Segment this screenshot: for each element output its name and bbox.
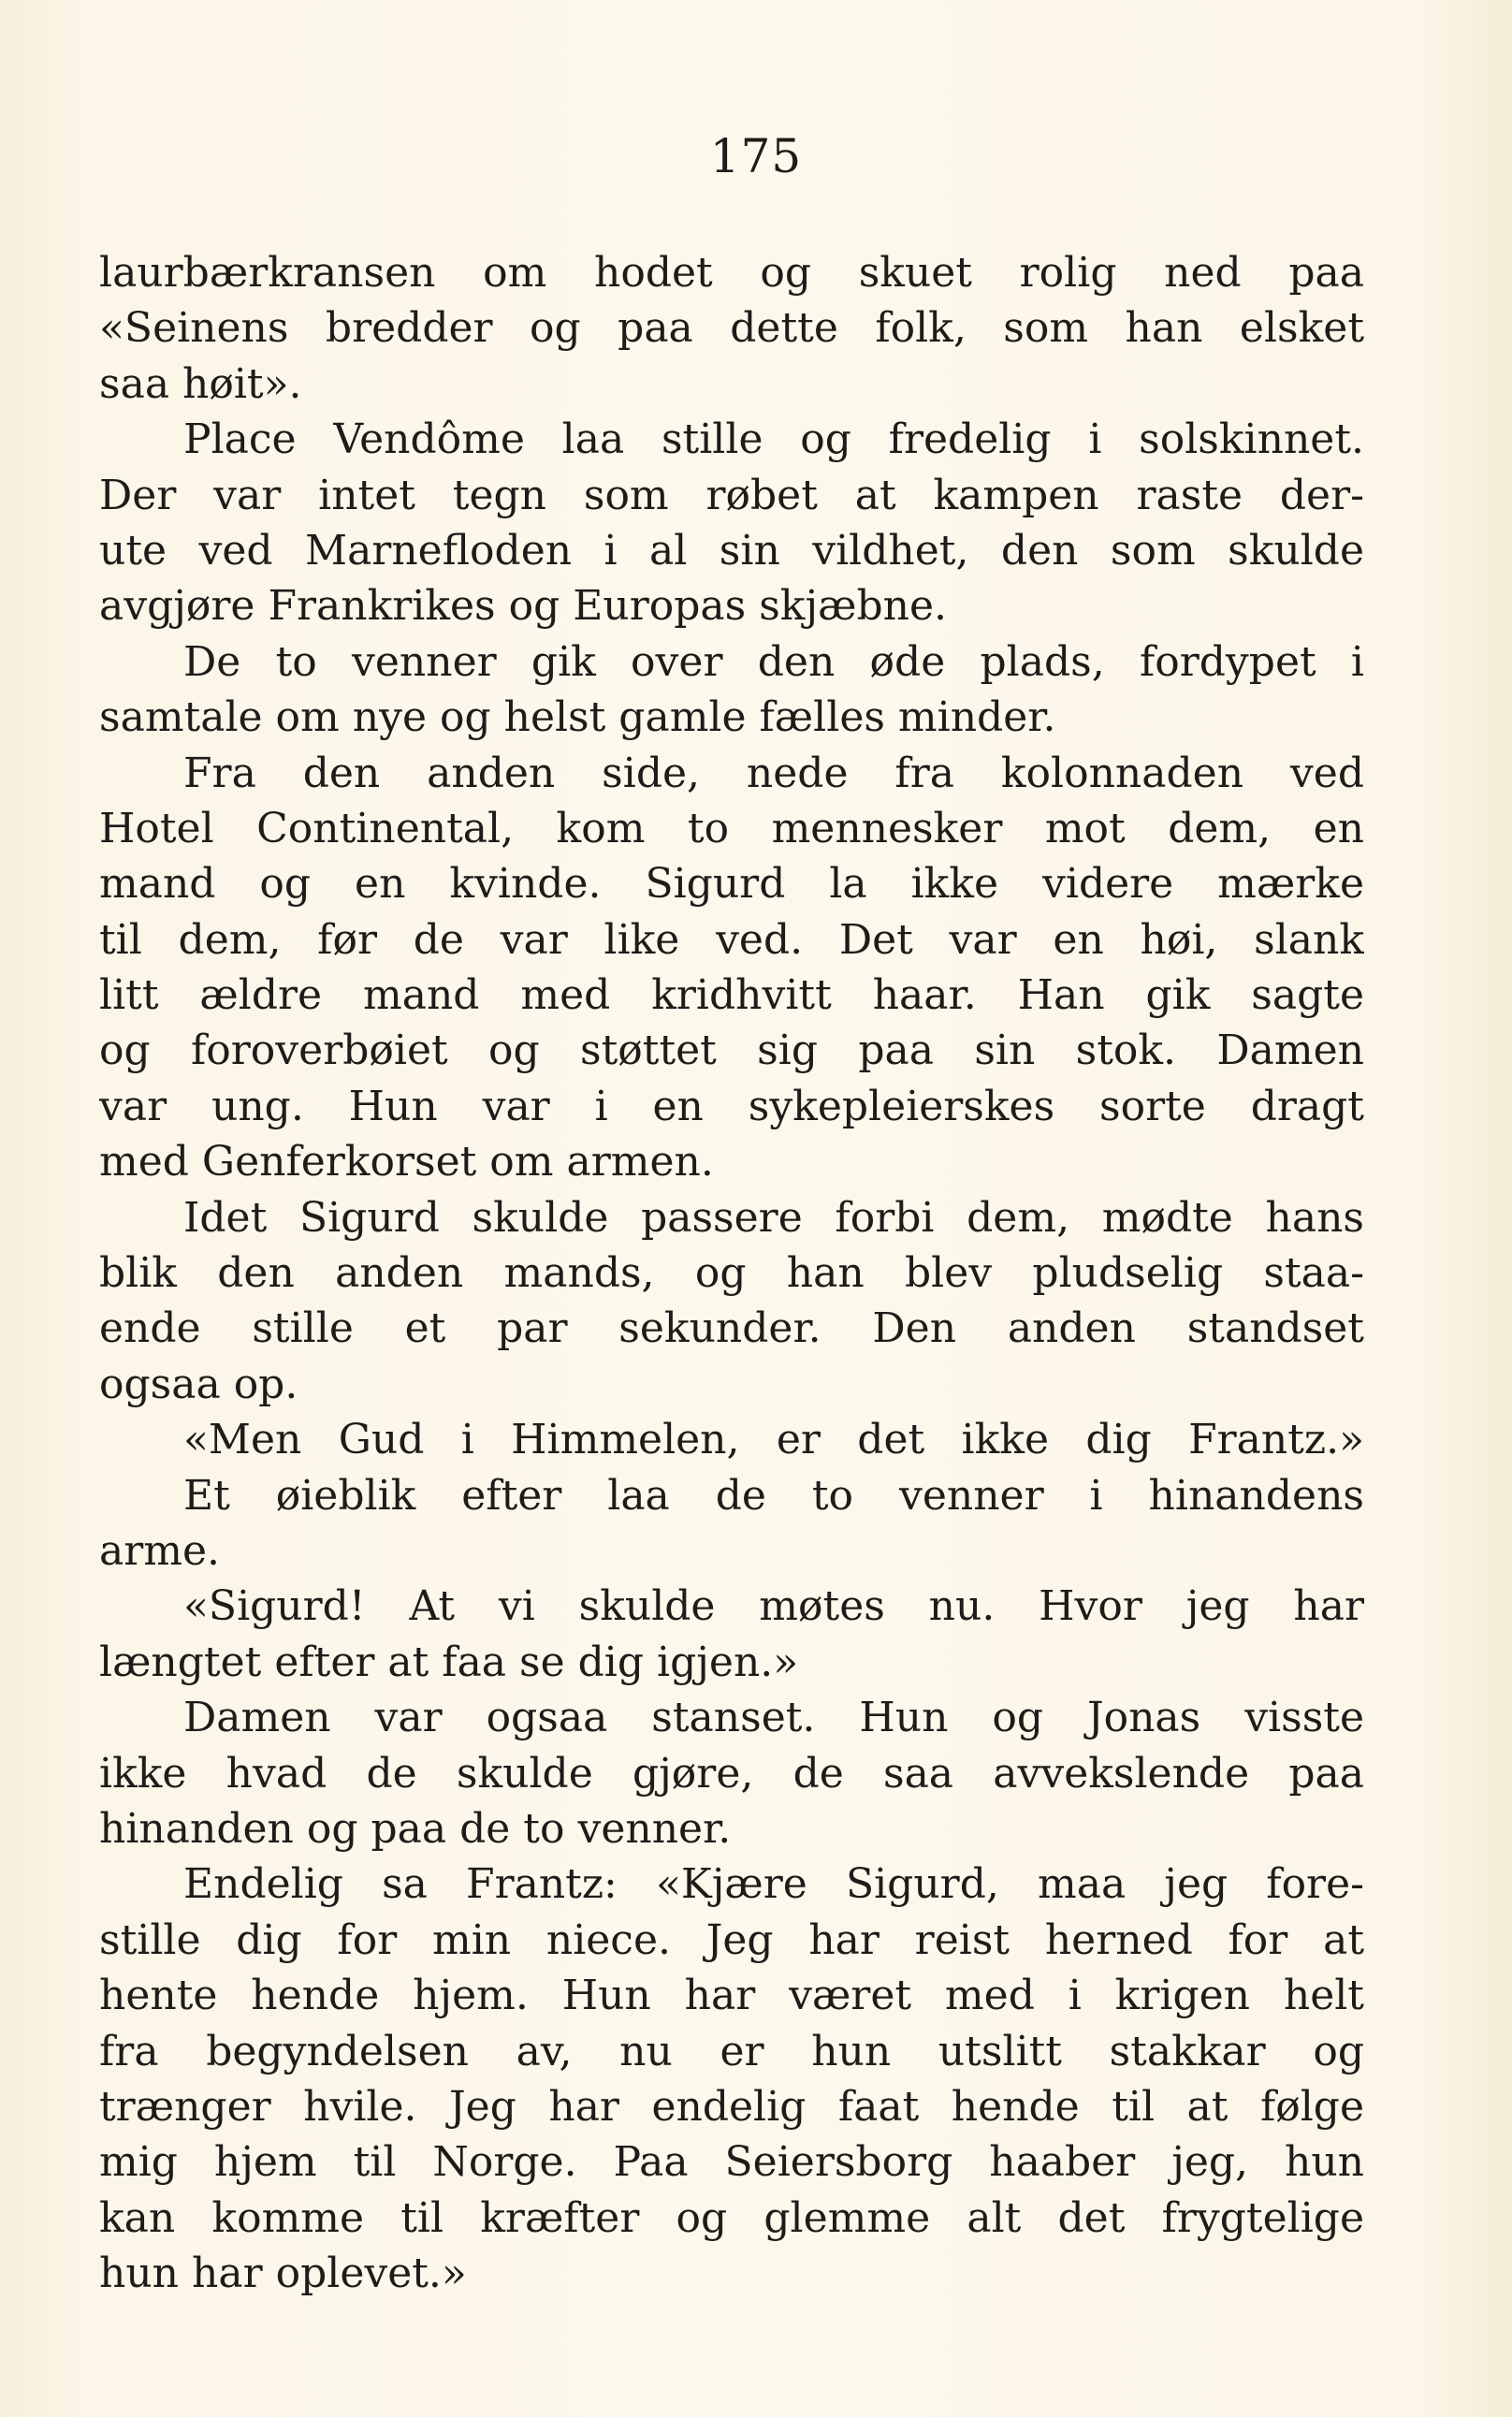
text-line: samtale om nye og helst gamle fælles minder. xyxy=(99,693,1056,742)
text-line: Damen var ogsaa stanset. Hun og Jonas visste xyxy=(183,1694,1364,1742)
text-line: Et øieblik efter laa de to venner i hinandens xyxy=(183,1471,1364,1520)
text-line: trænger hvile. Jeg har endelig faat hende til at følge xyxy=(99,2082,1364,2131)
text-line: mig hjem til Norge. Paa Seiersborg haaber jeg, hun xyxy=(99,2138,1364,2187)
text-line: ute ved Marnefloden i al sin vildhet, den som skulde xyxy=(99,526,1364,575)
text-line: «Sigurd! At vi skulde møtes nu. Hvor jeg har xyxy=(183,1582,1364,1631)
text-line: til dem, før de var like ved. Det var en høi, slank xyxy=(99,915,1364,964)
text-line: Place Vendôme laa stille og fredelig i solskinnet. xyxy=(183,415,1364,464)
text-line: kan komme til kræfter og glemme alt det frygtelige xyxy=(99,2193,1364,2242)
body-text xyxy=(99,245,1364,2301)
text-line: var ung. Hun var i en sykepleierskes sorte dragt xyxy=(99,1082,1364,1130)
text-line: Der var intet tegn som røbet at kampen raste der- xyxy=(99,471,1364,519)
text-line: Hotel Continental, kom to mennesker mot dem, en xyxy=(99,804,1364,852)
text-line: stille dig for min niece. Jeg har reist herned for at xyxy=(99,1915,1364,1964)
text-line: Endelig sa Frantz: «Kjære Sigurd, maa jeg fore- xyxy=(183,1860,1364,1909)
text-line: arme. xyxy=(99,1526,221,1575)
text-line: Idet Sigurd skulde passere forbi dem, mødte hans xyxy=(183,1193,1364,1242)
text-line: længtet efter at faa se dig igjen.» xyxy=(99,1638,799,1686)
text-line: hun har oplevet.» xyxy=(99,2250,467,2298)
text-line: hinanden og paa de to venner. xyxy=(99,1804,732,1853)
text-line: ende stille et par sekunder. Den anden standset xyxy=(99,1304,1364,1353)
text-line: hente hende hjem. Hun har været med i krigen helt xyxy=(99,1972,1364,2020)
text-line: og foroverbøiet og støttet sig paa sin stok. Damen xyxy=(99,1026,1364,1075)
text-line: avgjøre Frankrikes og Europas skjæbne. xyxy=(99,582,947,631)
text-line: med Genferkorset om armen. xyxy=(99,1138,714,1187)
text-line: Fra den anden side, nede fra kolonnaden ved xyxy=(183,749,1364,797)
text-line: mand og en kvinde. Sigurd la ikke videre mærke xyxy=(99,860,1364,909)
text-line: litt ældre mand med kridhvitt haar. Han gik sagte xyxy=(99,971,1364,1020)
text-line: ikke hvad de skulde gjøre, de saa avvekslende paa xyxy=(99,1749,1364,1798)
text-line: blik den anden mands, og han blev pludselig staa- xyxy=(99,1249,1364,1298)
text-line: fra begyndelsen av, nu er hun utslitt stakkar og xyxy=(99,2027,1364,2075)
text-line: «Men Gud i Himmelen, er det ikke dig Frantz.» xyxy=(183,1416,1364,1464)
text-line: laurbærkransen om hodet og skuet rolig ned paa xyxy=(99,249,1364,297)
page-number: 175 xyxy=(709,129,803,183)
text-line: De to venner gik over den øde plads, fordypet i xyxy=(183,637,1364,686)
text-line: saa høit». xyxy=(99,359,302,408)
text-line: ogsaa op. xyxy=(99,1360,298,1408)
text-line: «Seinens bredder og paa dette folk, som han elsket xyxy=(99,304,1364,353)
